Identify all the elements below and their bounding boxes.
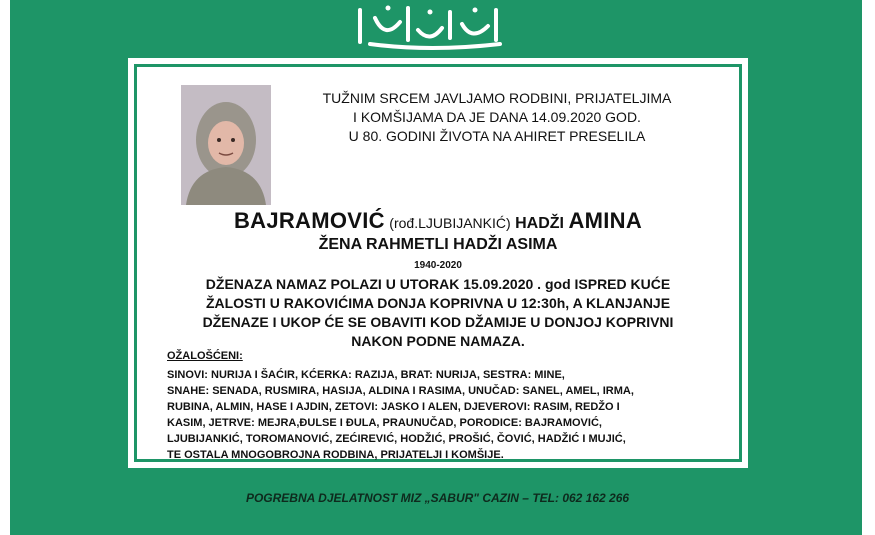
mourners-line: RUBINA, ALMIN, HASE I AJDIN, ZETOVI: JASKO I ALEN, DJEVEROVI: RASIM, REDŽO I — [167, 401, 620, 413]
funeral-home-footer: POGREBNA DJELATNOST MIZ „SABUR" CAZIN – TEL: 062 162 266 — [245, 491, 630, 505]
funeral-line: ŽALOSTI U RAKOVIĆIMA DONJA KOPRIVNA U 12:30h, A KLANJANJE — [205, 295, 671, 311]
mourners-heading: OŽALOŠĆENI: — [167, 350, 243, 362]
announcement-line: TUŽNIM SRCEM JAVLJAMO RODBINI, PRIJATELJIMA — [322, 90, 672, 106]
notice-card — [128, 58, 748, 468]
arabic-calligraphy-icon — [330, 0, 530, 50]
mourners-line: TE OSTALA MNOGOBROJNA RODBINA, PRIJATELJI I KOMŠIJE. — [167, 449, 504, 461]
life-years: 1940-2020 — [414, 260, 462, 271]
funeral-details — [167, 275, 709, 351]
notice-border — [134, 64, 742, 462]
deceased-surname: BAJRAMOVIĆ — [233, 208, 385, 233]
mourners-list — [167, 367, 712, 463]
mourners-line: SNAHE: SENADA, RUSMIRA, HASIJA, ALDINA I RASIMA, UNUČAD: SANEL, AMEL, IRMA, — [167, 385, 634, 397]
portrait-photo — [181, 85, 271, 205]
mourners-line: SINOVI: NURIJA I ŠAĆIR, KĆERKA: RAZIJA, BRAT: NURIJA, SESTRA: MINE, — [167, 369, 565, 381]
deceased-maiden-name: (rođ.LJUBIJANKIĆ) — [389, 215, 511, 231]
funeral-line: DŽENAZE I UKOP ĆE SE OBAVITI KOD DŽAMIJE U DONJOJ KOPRIVNI — [202, 314, 674, 330]
mourners-line: LJUBIJANKIĆ, TOROMANOVIĆ, ZEĆIREVIĆ, HODŽIĆ, PROŠIĆ, ČOVIĆ, HADŽIĆ I MUJIĆ, — [167, 433, 626, 445]
mourners-line: KASIM, JETRVE: MEJRA,ĐULSE I ĐULA, PRAUNUČAD, PORODICE: BAJRAMOVIĆ, — [167, 417, 602, 429]
deceased-first-name: AMINA — [568, 208, 643, 233]
announcement-line: U 80. GODINI ŽIVOTA NA AHIRET PRESELILA — [348, 128, 646, 144]
funeral-line: NAKON PODNE NAMAZA. — [351, 333, 525, 349]
deceased-name — [137, 208, 739, 234]
announcement-text — [287, 89, 707, 146]
spouse-line: ŽENA RAHMETLI HADŽI ASIMA — [318, 236, 558, 253]
funeral-line: DŽENAZA NAMAZ POLAZI U UTORAK 15.09.2020 . god ISPRED KUĆE — [205, 276, 671, 292]
announcement-line: I KOMŠIJAMA DA JE DANA 14.09.2020 GOD. — [353, 109, 641, 125]
deceased-title: HADŽI — [515, 215, 564, 232]
